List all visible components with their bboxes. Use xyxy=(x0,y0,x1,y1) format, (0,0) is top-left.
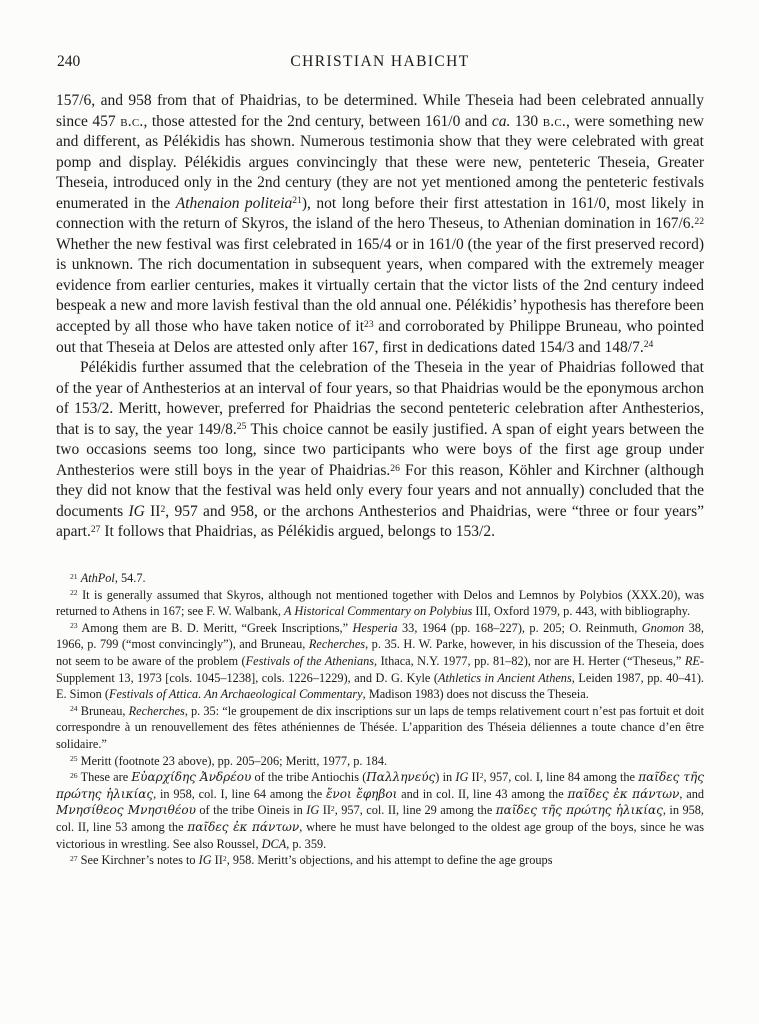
running-header xyxy=(56,52,704,71)
body-paragraph: 157/6, and 958 from that of Phaidrias, to be determined. While Theseia had been celebrated annually since 457 b.c., those attested for the 2nd century, between 161/0 and ca. 130 b.c., were something new and different, as Pélékidis has shown. Numerous testimonia show that they were celebrated with great pomp and display. Pélékidis argues convincingly that these were new, penteteric Theseia, Greater Theseia, introduced only in the 2nd century (they are not yet mentioned among the penteteric festivals enumerated in the Athenaion politeia$^{21}$), not long before their first attestation in 161/0, most likely in connection with the return of Skyros, the island of the hero Theseus, to Athenian domination in 167/6.22 Whether the new festival was first celebrated in 165/4 or in 161/0 (the year of the first preserved record) is unknown. The rich documentation in subsequent years, when compared with the extremely meager evidence from earlier centuries, makes it virtually certain that the victor lists of the 2nd century indeed bespeak a new and more lavish festival than the old annual one. Pélékidis’ hypothesis has therefore been accepted by all those who have taken notice of $it^{23}$ and corroborated by Philippe Bruneau, who pointed out that Theseia at Delos are attested only after 167, first in dedications dated 154/3 and 148/7.24 xyxy=(56,92,704,356)
footnote: $^{27}$ See Kirchner’s notes to IG $II^2$, 958. Meritt’s objections, and his attempt to define the age groups xyxy=(70,853,553,868)
footnote: $^{21}$ AthPol, 54.7. xyxy=(70,571,146,586)
body-paragraph: Pélékidis further assumed that the celebration of the Theseia in the year of Phaidrias followed that of the year of Anthesterios at an interval of four years, so that Phaidrias would be the eponymous archon of 153/2. Meritt, however, preferred for Phaidrias the second penteteric celebration after Anthesterios, that is to say, the year 149/8.25 This choice cannot be easily justified. A span of eight years between the two occasions seems too long, since two participants who were boys of the first age group under Anthesterios were still boys in the year of Phaidrias.$^{26}$ For this reason, Köhler and Kirchner (although they did not know that the festival was held only every four years and not annually) concluded that the documents IG $II^2$, 957 and 958, or the archons Anthesterios and Phaidrias, were “three or four years” apart.$^{27}$ It follows that Phaidrias, as Pélékidis argued, belongs to 153/2. xyxy=(56,359,705,541)
footnote: $^{24}$ Bruneau, Recherches, p. 35: “le groupement de dix inscriptions sur un laps de temps relativement court n’est pas fortuit et doit correspondre à un renouvellement des fêtes athéniennes de Thésée. L’apparition des Théseia déliennes a toute chance d’en être solidaire.” xyxy=(56,703,704,751)
footnotes-section xyxy=(56,570,704,869)
footnote: $^{23}$ Among them are B. D. Meritt, “Greek Inscriptions,” Hesperia 33, 1964 (pp. 168–227), p. 205; O. Reinmuth, Gnomon 38, 1966, p. 799 (“most convincingly”), and Bruneau, Recherches, p. 35. H. W. Parke, however, in his discussion of the Theseia, does not seem to be aware of the problem (Festivals of the Athenians, Ithaca, N.Y. 1977, pp. 81–82), nor are H. Herter (“Theseus,” RE-Supplement 13, 1973 [cols. 1045–1238], cols. 1226–1229), and D. G. Kyle (Athletics in Ancient Athens, Leiden 1987, pp. 40–41). E. Simon (Festivals of Attica. An Archaeological Commentary, Madison 1983) does not discuss the Theseia. xyxy=(56,620,705,702)
footnote: $^{26}$ These are Εὐαρχίδης Ἀνδρέου of the tribe Antiochis (Παλληνεύς) in IG $II^2$, 957, col. I, line 84 among the παῖδες τῆς πρώτης ἡλικίας, in 958, col. I, line 64 among the ἔνοι ἔφηβοι and in col. II, line 43 among the παῖδες ἐκ πάντων, and Μνησίθεος Μνησιθέου of the tribe Oineis in IG $II^2$, 957, col. II, line 29 among the παῖδες τῆς πρώτης ἡλικίας, in 958, col. II, line 53 among the παῖδες ἐκ πάντων, where he must have belonged to the oldest age group of the boys, since he was victorious in wrestling. See also Roussel, DCA, p. 359. xyxy=(56,770,705,851)
footnote: $^{22}$ It is generally assumed that Skyros, although not mentioned together with Delos and Lemnos by Polybios (XXX.20), was returned to Athens in 167; see F. W. Walbank, A Historical Commentary on Polybius III, Oxford 1979, p. 443, with bibliography. xyxy=(56,587,704,619)
main-text xyxy=(56,91,704,543)
page-number: 240 xyxy=(57,53,81,70)
footnote: $^{25}$ Meritt (footnote 23 above), pp. 205–206; Meritt, 1977, p. 184. xyxy=(70,753,388,768)
running-head-author: CHRISTIAN HABICHT xyxy=(290,53,470,70)
